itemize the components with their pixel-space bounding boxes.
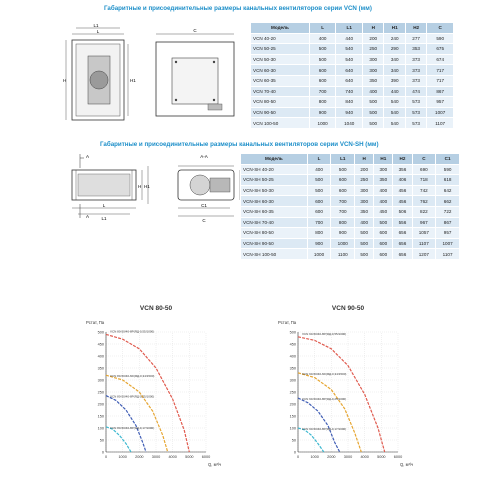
vcnsh-cell: 656 <box>393 228 412 239</box>
vcnsh-cell: 300 <box>355 196 374 207</box>
vcn-cell: 1000 <box>309 118 336 129</box>
chart-x-tick-label: 0 <box>104 455 108 459</box>
vcnsh-cell: 406 <box>393 175 412 186</box>
vcnsh-cell: 250 <box>355 175 374 186</box>
vcnsh-cell: 600 <box>307 196 331 207</box>
vcnsh-table-row <box>241 175 460 186</box>
vcn-80-50-performance-chart <box>86 302 222 477</box>
chart-x-axis-label: Q, м³/ч <box>208 462 222 467</box>
vcnsh-cell: 600 <box>307 206 331 217</box>
vcnsh-cell: 967 <box>412 217 436 228</box>
vcn-cell: 353 <box>405 44 426 55</box>
dim-label-sh-h1: H1 <box>144 184 150 189</box>
vcn-cell: 373 <box>405 54 426 65</box>
vcnsh-cell: 300 <box>374 164 393 175</box>
vcnsh-cell: 867 <box>436 217 460 228</box>
vcnsh-cell: 400 <box>355 217 374 228</box>
vcnsh-table-row <box>241 238 460 249</box>
vcnsh-cell: 1207 <box>412 249 436 260</box>
vcnsh-cell: 1107 <box>436 249 460 260</box>
vcn-90-50-performance-chart <box>278 302 414 477</box>
vcnsh-cell: VCN-SH 70-40 <box>241 217 308 228</box>
vcnsh-header-6: C <box>412 154 436 165</box>
vcnsh-cell: 700 <box>331 206 355 217</box>
vcn-header-4: H1 <box>384 23 405 34</box>
vcn-section-title: Габаритные и присоединительные размеры канальных вентиляторов серии VCN (мм) <box>104 5 372 12</box>
vcnsh-cell: 900 <box>331 228 355 239</box>
vcnsh-header-5: H2 <box>393 154 412 165</box>
vcn-cell: 250 <box>363 44 384 55</box>
chart-y-tick-label: 0 <box>101 450 104 455</box>
dim-label-h1: H1 <box>130 78 136 83</box>
vcn-table-row <box>251 86 454 97</box>
chart-y-tick-label: 300 <box>97 378 104 383</box>
chart-y-axis-label: Pстат, Па <box>278 320 297 325</box>
chart-x-tick-label: 5000 <box>377 455 386 459</box>
vcnsh-table-row <box>241 164 460 175</box>
vcn-cell: 717 <box>427 75 454 86</box>
vcn-cell: 700 <box>309 86 336 97</box>
chart-series-line <box>106 427 131 452</box>
vcn-cell: VCN 40-20 <box>251 33 310 44</box>
vcnsh-header-0: Модель <box>241 154 308 165</box>
vcn-cell: 500 <box>363 97 384 108</box>
vcnsh-cell: 822 <box>412 206 436 217</box>
vcnsh-cell: 500 <box>355 238 374 249</box>
chart-x-tick-label: 1000 <box>118 455 127 459</box>
vcn-cell: 900 <box>309 107 336 118</box>
vcnsh-cell: 500 <box>374 217 393 228</box>
dim-label-sh-l: L <box>102 203 106 208</box>
vcnsh-cell: 1007 <box>436 238 460 249</box>
vcnsh-section-drawing <box>170 152 250 232</box>
vcn-cell: 474 <box>405 86 426 97</box>
chart-x-tick-label: 5000 <box>185 455 194 459</box>
vcnsh-table-row <box>241 185 460 196</box>
vcn-cell: 440 <box>336 33 363 44</box>
vcnsh-cell: 900 <box>307 238 331 249</box>
vcn-cell: 867 <box>427 86 454 97</box>
chart-series-line <box>298 373 361 452</box>
vcn-header-1: L <box>309 23 336 34</box>
chart-y-tick-label: 150 <box>289 414 296 419</box>
vcnsh-cell: 350 <box>355 206 374 217</box>
vcn-cell: 1007 <box>427 107 454 118</box>
vcn-cell: 240 <box>384 33 405 44</box>
vcn-cell: 540 <box>384 107 405 118</box>
chart-y-tick-label: 150 <box>97 414 104 419</box>
chart-x-tick-label: 4000 <box>360 455 369 459</box>
vcnsh-section-title: Габаритные и присоединительные размеры канальных вентиляторов серии VCN-SH (мм) <box>100 141 379 148</box>
vcn-cell: 1040 <box>336 118 363 129</box>
vcnsh-cell: VCN-SH 80-50 <box>241 228 308 239</box>
vcnsh-cell: 600 <box>374 238 393 249</box>
chart-y-tick-label: 250 <box>97 390 104 395</box>
vcn-cell: 290 <box>384 44 405 55</box>
vcnsh-header-1: L <box>307 154 331 165</box>
chart-y-tick-label: 100 <box>97 426 104 431</box>
vcn-cell: 800 <box>309 97 336 108</box>
vcnsh-cell: VCN-SH 100-50 <box>241 249 308 260</box>
chart-y-tick-label: 200 <box>97 402 104 407</box>
vcn-cell: 300 <box>363 54 384 65</box>
section-label-aa: A-A <box>200 154 208 159</box>
vcnsh-cell: 400 <box>374 196 393 207</box>
vcnsh-cell: 700 <box>331 196 355 207</box>
vcn-cell: 340 <box>384 65 405 76</box>
chart-series-label: VCN 80-50/40-6D(ЯД-0,34/1500) <box>110 374 155 379</box>
vcnsh-cell: 456 <box>393 196 412 207</box>
vcn-cell: 350 <box>363 75 384 86</box>
vcnsh-cell: 400 <box>374 185 393 196</box>
vcn-cell: VCN 50-30 <box>251 54 310 65</box>
chart-series-label: VCN 90-50/40-8P(ЯД-0,55/1000) <box>302 331 347 336</box>
vcnsh-cell: 600 <box>374 249 393 260</box>
vcnsh-cell: 662 <box>436 196 460 207</box>
vcn-header-2: L1 <box>336 23 363 34</box>
vcn-header-6: C <box>427 23 454 34</box>
vcn-cell: 675 <box>427 44 454 55</box>
chart-x-axis-label: Q, м³/ч <box>400 462 414 467</box>
chart-y-axis-label: Pстат, Па <box>86 320 105 325</box>
vcn-cell: VCN 50-25 <box>251 44 310 55</box>
chart-y-tick-label: 450 <box>289 342 296 347</box>
vcn-header-5: H2 <box>405 23 426 34</box>
chart-y-tick-label: 350 <box>97 366 104 371</box>
vcn-cell: 540 <box>336 54 363 65</box>
chart-y-tick-label: 400 <box>289 354 296 359</box>
vcnsh-header-3: H <box>355 154 374 165</box>
vcn-table-row <box>251 33 454 44</box>
vcnsh-cell: 500 <box>307 185 331 196</box>
vcn-cell: 400 <box>309 33 336 44</box>
vcn-table-row <box>251 118 454 129</box>
chart-x-tick-label: 6000 <box>393 455 403 459</box>
vcn-cell: 640 <box>336 65 363 76</box>
vcn-front-drawing <box>152 22 242 122</box>
vcn-cell: 390 <box>384 75 405 86</box>
chart-title: VCN 90-50 <box>331 305 365 312</box>
vcn-cell: 573 <box>405 107 426 118</box>
chart-x-tick-label: 2000 <box>135 455 144 459</box>
vcnsh-table-row <box>241 217 460 228</box>
vcn-cell: 373 <box>405 65 426 76</box>
vcn-cell: 400 <box>363 86 384 97</box>
vcnsh-cell: 1000 <box>331 238 355 249</box>
dim-label-sh-l1: L1 <box>101 216 107 221</box>
chart-y-tick-label: 350 <box>289 366 296 371</box>
vcn-header-0: Модель <box>251 23 310 34</box>
chart-series-label: VCN 90-50/40-6D(ЯД-0,34/1500) <box>302 371 347 376</box>
chart-series-label: VCN 90-50/40-8P(ЯД-0,25/1000) <box>302 397 347 401</box>
vcn-side-drawing <box>62 22 142 122</box>
vcn-cell: 540 <box>336 44 363 55</box>
vcnsh-cell: 456 <box>393 185 412 196</box>
vcn-table-row <box>251 75 454 86</box>
vcnsh-cell: 762 <box>412 196 436 207</box>
chart-x-tick-label: 3000 <box>343 455 353 459</box>
chart-series-label: VCN 80-50/40-8P(ЯД-0,55/1000) <box>110 329 155 334</box>
vcnsh-cell: 1100 <box>331 249 355 260</box>
vcnsh-cell: 556 <box>393 217 412 228</box>
chart-y-tick-label: 300 <box>289 378 296 383</box>
dim-label-l1: L1 <box>93 23 99 28</box>
vcn-table-row <box>251 54 454 65</box>
vcnsh-cell: 500 <box>355 249 374 260</box>
vcn-cell: 500 <box>309 44 336 55</box>
chart-y-tick-label: 0 <box>293 450 296 455</box>
vcnsh-header-4: H1 <box>374 154 393 165</box>
chart-y-tick-label: 50 <box>99 438 104 443</box>
vcnsh-cell: 1000 <box>307 249 331 260</box>
vcnsh-header-2: L1 <box>331 154 355 165</box>
vcnsh-table-row <box>241 206 460 217</box>
dim-label-c: C <box>193 28 197 33</box>
vcn-cell: VCN 80-50 <box>251 97 310 108</box>
vcnsh-table-row <box>241 249 460 260</box>
vcnsh-cell: 800 <box>307 228 331 239</box>
vcnsh-cell: 400 <box>307 164 331 175</box>
vcn-cell: 840 <box>336 97 363 108</box>
vcn-cell: VCN 60-35 <box>251 75 310 86</box>
vcnsh-cell: 800 <box>331 217 355 228</box>
chart-y-tick-label: 50 <box>291 438 296 443</box>
vcnsh-cell: 600 <box>374 228 393 239</box>
dim-label-sh-c1: C1 <box>201 203 207 208</box>
vcnsh-cell: 300 <box>355 185 374 196</box>
chart-series-label: VCN 80-50/40-8P(ЯД-0,17/1000) <box>110 425 155 430</box>
chart-series-label: VCN 90-50/40-8P(ЯД-0,17/1000) <box>302 427 347 431</box>
vcn-cell: VCN 100-50 <box>251 118 310 129</box>
vcnsh-cell: 200 <box>355 164 374 175</box>
chart-x-tick-label: 4000 <box>168 455 177 459</box>
vcnsh-cell: 656 <box>393 238 412 249</box>
vcnsh-cell: 618 <box>436 175 460 186</box>
vcn-table-row <box>251 97 454 108</box>
vcnsh-cell: 506 <box>393 206 412 217</box>
vcn-table-row <box>251 44 454 55</box>
vcn-cell: 940 <box>336 107 363 118</box>
vcn-cell: 340 <box>384 54 405 65</box>
vcn-cell: 957 <box>427 97 454 108</box>
chart-y-tick-label: 450 <box>97 342 104 347</box>
vcnsh-cell: 700 <box>307 217 331 228</box>
vcnsh-cell: 742 <box>412 185 436 196</box>
vcnsh-cell: 450 <box>374 206 393 217</box>
chart-y-tick-label: 250 <box>289 390 296 395</box>
vcn-cell: 500 <box>309 54 336 65</box>
vcn-cell: 277 <box>405 33 426 44</box>
chart-series-line <box>106 375 168 452</box>
vcn-table-row <box>251 107 454 118</box>
vcnsh-table-row <box>241 228 460 239</box>
vcnsh-cell: 600 <box>331 185 355 196</box>
vcnsh-cell: 1057 <box>412 228 436 239</box>
vcnsh-cell: 500 <box>307 175 331 186</box>
vcn-cell: 540 <box>384 118 405 129</box>
vcnsh-cell: 1107 <box>412 238 436 249</box>
vcn-cell: 500 <box>363 107 384 118</box>
vcn-cell: 740 <box>336 86 363 97</box>
chart-x-tick-label: 1000 <box>310 455 319 459</box>
chart-y-tick-label: 400 <box>97 354 104 359</box>
vcn-cell: 500 <box>363 118 384 129</box>
vcn-cell: 674 <box>427 54 454 65</box>
vcn-dimensions-table <box>250 22 454 129</box>
vcn-cell: 300 <box>363 65 384 76</box>
chart-y-tick-label: 500 <box>97 330 104 335</box>
vcn-table-row <box>251 65 454 76</box>
vcn-cell: 1107 <box>427 118 454 129</box>
vcnsh-cell: 600 <box>331 175 355 186</box>
vcnsh-cell: 656 <box>393 249 412 260</box>
vcn-header-3: H <box>363 23 384 34</box>
vcnsh-header-7: C1 <box>436 154 460 165</box>
vcn-cell: 717 <box>427 65 454 76</box>
vcnsh-cell: VCN-SH 50-30 <box>241 185 308 196</box>
vcnsh-table-row <box>241 196 460 207</box>
vcnsh-cell: 722 <box>436 206 460 217</box>
chart-title: VCN 80-50 <box>139 305 173 312</box>
vcn-cell: 373 <box>405 75 426 86</box>
chart-series-label: VCN 80-50/40-8P(ЯД-0,25/1000) <box>110 394 155 399</box>
vcnsh-cell: VCN-SH 50-25 <box>241 175 308 186</box>
vcnsh-cell: 350 <box>374 175 393 186</box>
vcn-cell: 440 <box>384 86 405 97</box>
vcn-cell: 640 <box>336 75 363 86</box>
vcnsh-cell: 957 <box>436 228 460 239</box>
vcn-cell: 600 <box>309 75 336 86</box>
dim-label-l: L <box>96 29 100 34</box>
chart-x-tick-label: 6000 <box>201 455 211 459</box>
vcn-cell: 540 <box>384 97 405 108</box>
vcnsh-cell: 590 <box>436 164 460 175</box>
vcn-cell: 600 <box>309 65 336 76</box>
chart-y-tick-label: 500 <box>289 330 296 335</box>
vcnsh-cell: VCN-SH 40-20 <box>241 164 308 175</box>
chart-y-tick-label: 200 <box>289 402 296 407</box>
vcn-cell: 573 <box>405 97 426 108</box>
vcnsh-cell: 500 <box>355 228 374 239</box>
vcn-cell: 590 <box>427 33 454 44</box>
dim-label-h: H <box>63 78 67 83</box>
chart-x-tick-label: 3000 <box>151 455 161 459</box>
section-marker-a-bottom: A <box>86 214 90 219</box>
vcnsh-cell: 642 <box>436 185 460 196</box>
chart-x-tick-label: 0 <box>296 455 300 459</box>
vcnsh-dimensions-table <box>240 153 460 260</box>
vcn-cell: VCN 90-50 <box>251 107 310 118</box>
vcn-cell: VCN 70-40 <box>251 86 310 97</box>
section-marker-a-top: A <box>86 154 90 159</box>
vcnsh-cell: VCN-SH 60-35 <box>241 206 308 217</box>
vcn-cell: VCN 60-30 <box>251 65 310 76</box>
chart-y-tick-label: 100 <box>289 426 296 431</box>
vcnsh-cell: VCN-SH 60-30 <box>241 196 308 207</box>
vcnsh-cell: 356 <box>393 164 412 175</box>
chart-x-tick-label: 2000 <box>327 455 336 459</box>
vcn-cell: 573 <box>405 118 426 129</box>
vcnsh-cell: VCN-SH 90-50 <box>241 238 308 249</box>
vcnsh-side-drawing <box>62 152 152 222</box>
vcnsh-cell: 718 <box>412 175 436 186</box>
dim-label-sh-c: C <box>202 218 206 223</box>
dim-label-sh-h: H <box>138 184 142 189</box>
vcn-cell: 200 <box>363 33 384 44</box>
vcnsh-cell: 690 <box>412 164 436 175</box>
vcnsh-cell: 500 <box>331 164 355 175</box>
